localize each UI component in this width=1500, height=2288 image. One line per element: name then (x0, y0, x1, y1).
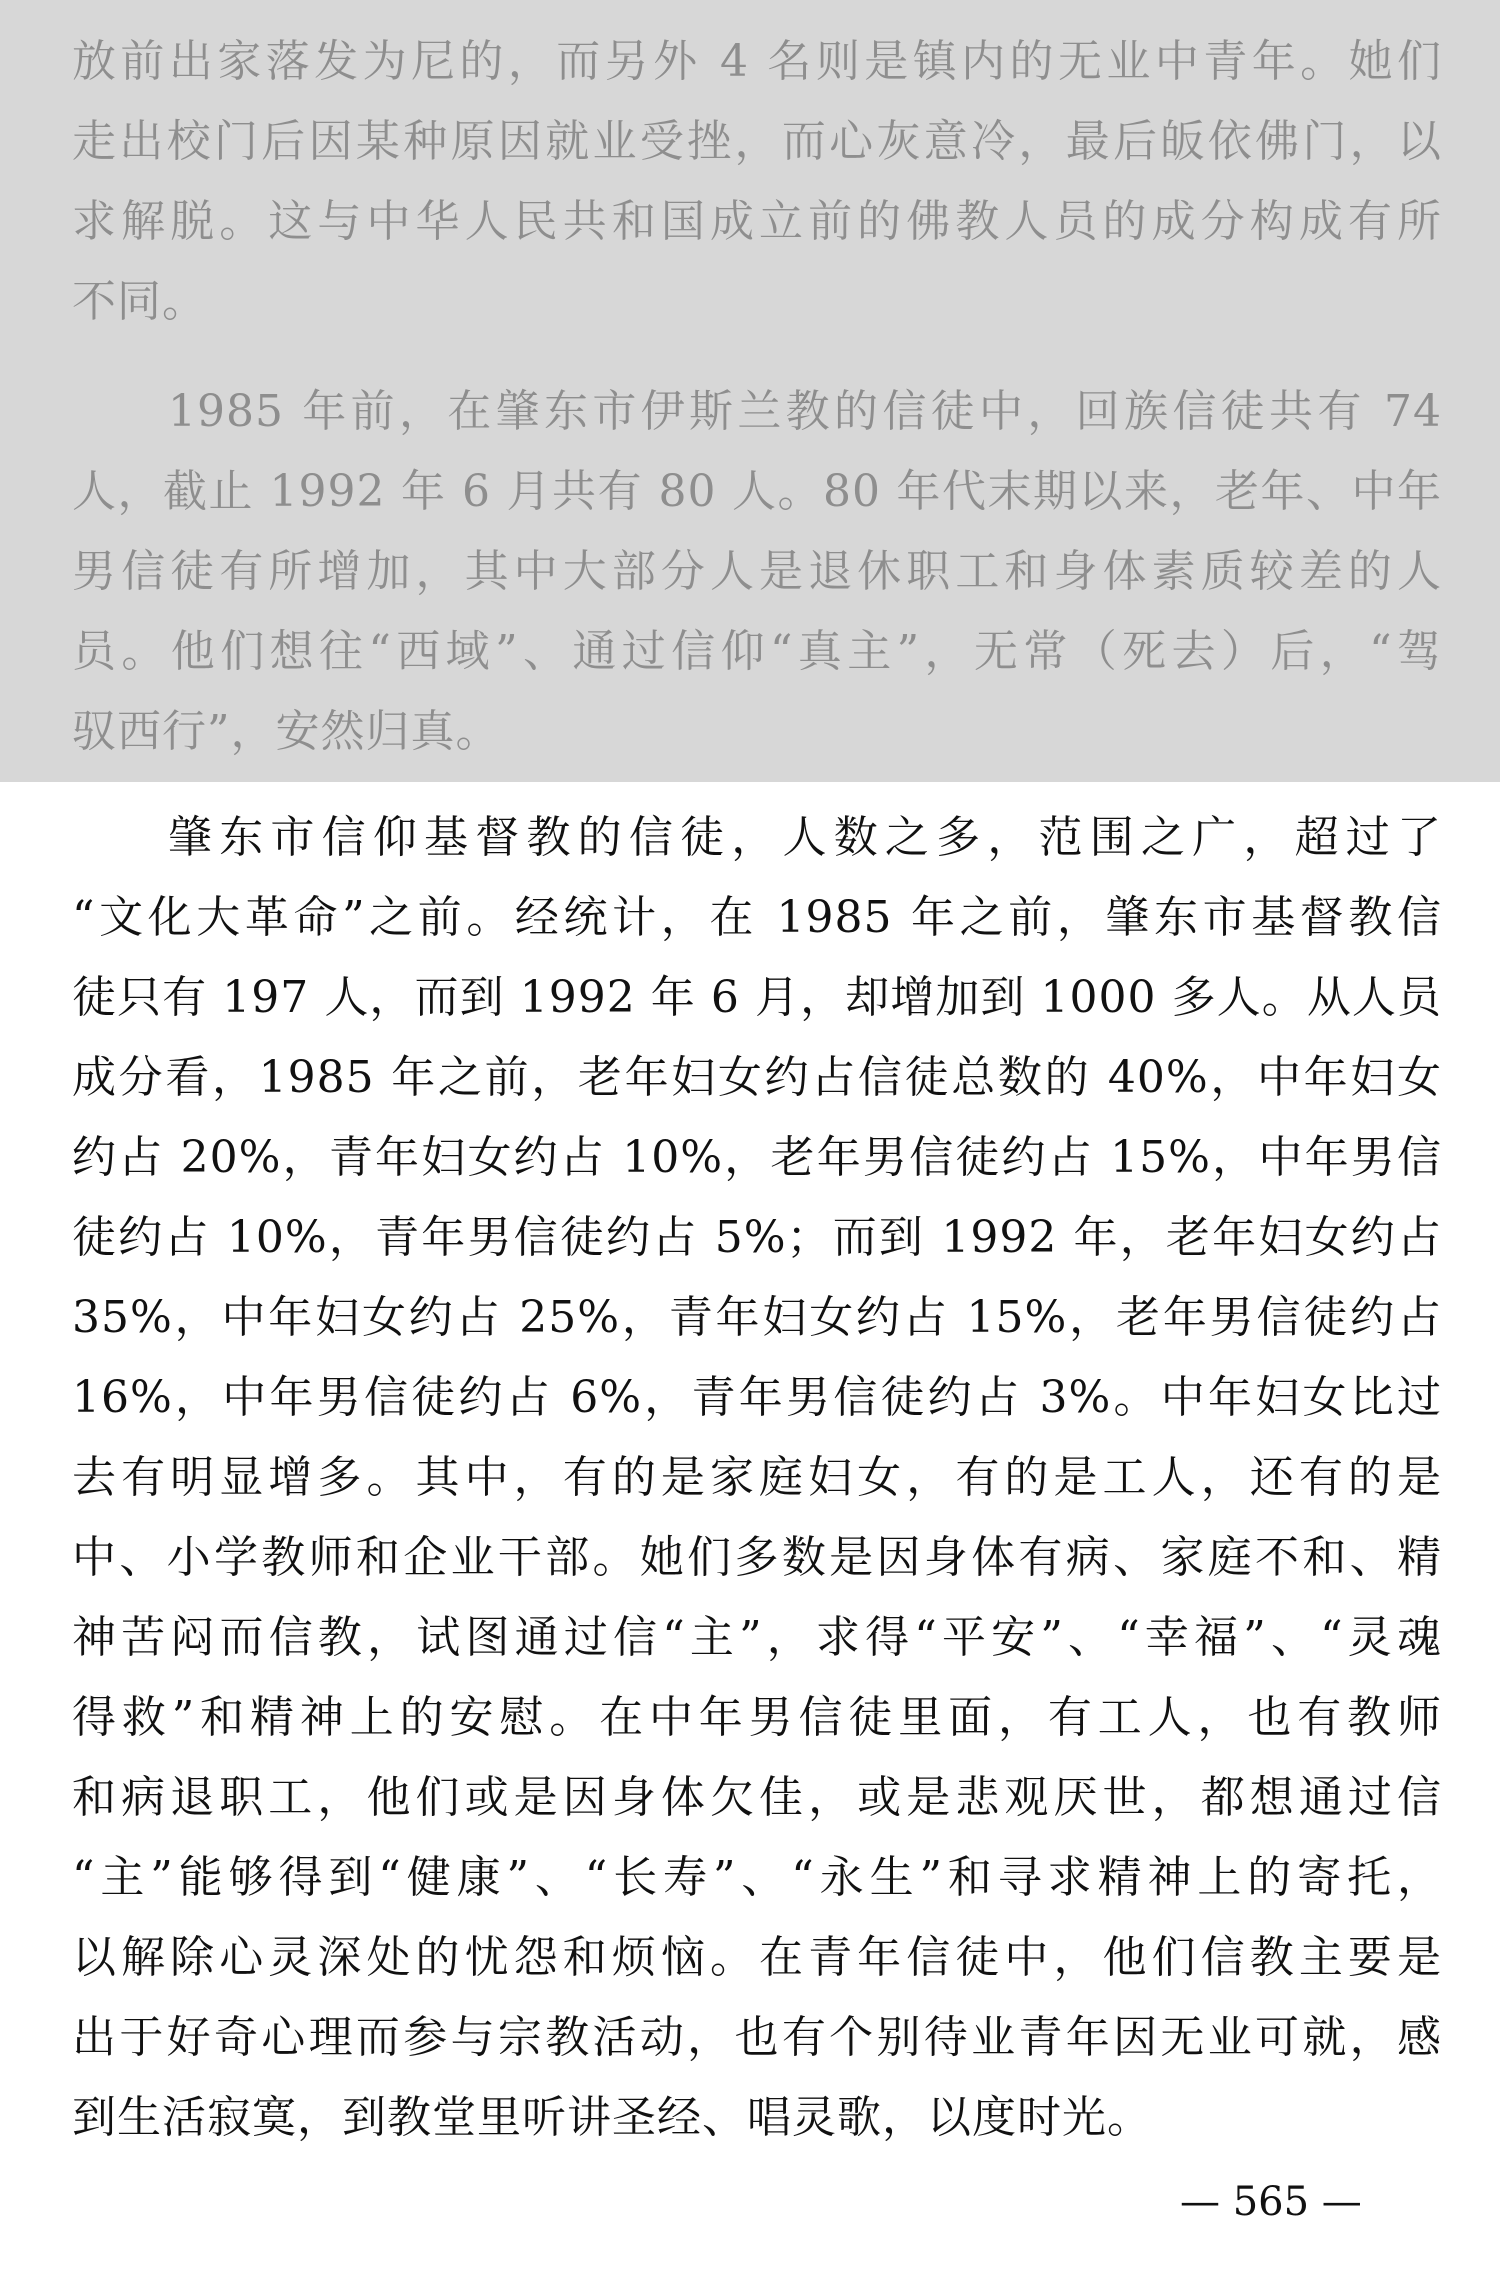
text-line: 出于好奇心理而参与宗教活动，也有个别待业青年因无业可就，感 (72, 2012, 1442, 2063)
text-line: 徒只有 197 人，而到 1992 年 6 月，却增加到 1000 多人。从人员 (72, 972, 1442, 1023)
text-line: 放前出家落发为尼的，而另外 4 名则是镇内的无业中青年。她们 (72, 36, 1442, 87)
text-line: 徒约占 10%，青年男信徒约占 5%；而到 1992 年，老年妇女约占 (72, 1212, 1442, 1263)
text-line: 求解脱。这与中华人民共和国成立前的佛教人员的成分构成有所 (72, 196, 1442, 247)
highlighted-region (0, 0, 1500, 782)
text-line: 驭西行”，安然归真。 (72, 706, 501, 757)
text-line: 走出校门后因某种原因就业受挫，而心灰意冷，最后皈依佛门，以 (72, 116, 1442, 167)
text-line: 男信徒有所增加，其中大部分人是退休职工和身体素质较差的人 (72, 546, 1442, 597)
text-line: 和病退职工，他们或是因身体欠佳，或是悲观厌世，都想通过信 (72, 1772, 1442, 1823)
text-line: 中、小学教师和企业干部。她们多数是因身体有病、家庭不和、精 (72, 1532, 1442, 1583)
text-line: 去有明显增多。其中，有的是家庭妇女，有的是工人，还有的是 (72, 1452, 1442, 1503)
text-line: “文化大革命”之前。经统计，在 1985 年之前，肇东市基督教信 (72, 892, 1442, 943)
text-line: 成分看，1985 年之前，老年妇女约占信徒总数的 40%，中年妇女 (72, 1052, 1442, 1103)
text-line: 35%，中年妇女约占 25%，青年妇女约占 15%，老年男信徒约占 (72, 1292, 1442, 1343)
text-line: “主”能够得到“健康”、“长寿”、“永生”和寻求精神上的寄托， (72, 1852, 1442, 1903)
page-number: — 565 — (1180, 2179, 1362, 2225)
text-line: 约占 20%，青年妇女约占 10%，老年男信徒约占 15%，中年男信 (72, 1132, 1442, 1183)
text-line: 肇东市信仰基督教的信徒，人数之多，范围之广，超过了 (168, 812, 1442, 863)
text-line: 得救”和精神上的安慰。在中年男信徒里面，有工人，也有教师 (72, 1692, 1442, 1743)
text-line: 神苦闷而信教，试图通过信“主”，求得“平安”、“幸福”、“灵魂 (72, 1612, 1442, 1663)
text-line: 人，截止 1992 年 6 月共有 80 人。80 年代末期以来，老年、中年 (72, 466, 1442, 517)
text-line: 到生活寂寞，到教堂里听讲圣经、唱灵歌，以度时光。 (72, 2092, 1152, 2143)
text-line: 1985 年前，在肇东市伊斯兰教的信徒中，回族信徒共有 74 (168, 386, 1442, 437)
text-line: 员。他们想往“西域”、通过信仰“真主”，无常（死去）后，“驾 (72, 626, 1442, 677)
text-line: 以解除心灵深处的忧怨和烦恼。在青年信徒中，他们信教主要是 (72, 1932, 1442, 1983)
text-line: 16%，中年男信徒约占 6%，青年男信徒约占 3%。中年妇女比过 (72, 1372, 1442, 1423)
text-line: 不同。 (72, 276, 207, 327)
